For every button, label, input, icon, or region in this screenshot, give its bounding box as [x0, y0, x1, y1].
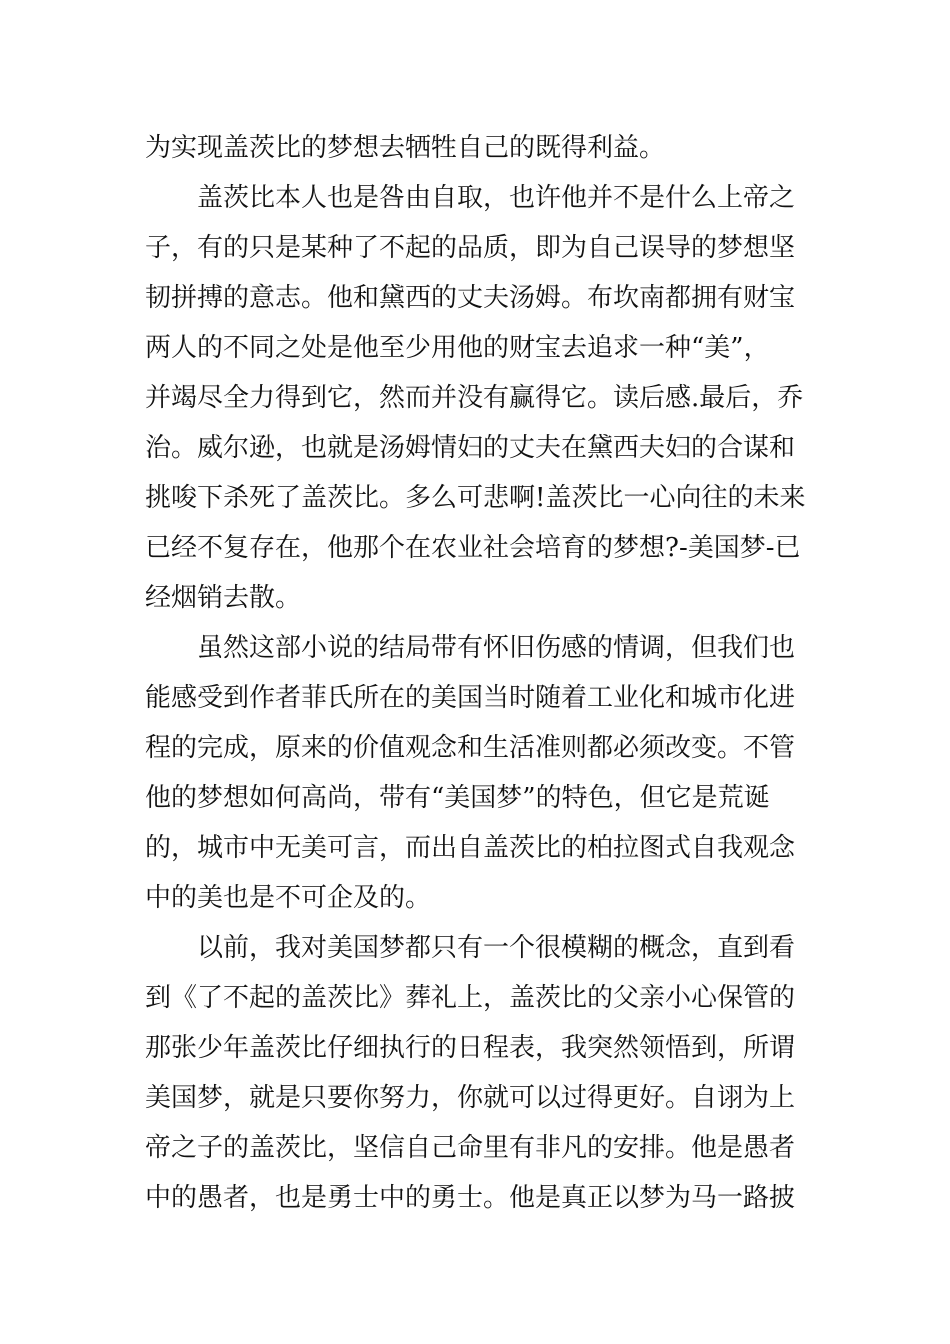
text-line: 治。威尔逊，也就是汤姆情妇的丈夫在黛西夫妇的合谋和 [145, 433, 796, 463]
text-line: 帝之子的盖茨比，坚信自己命里有非凡的安排。他是愚者 [145, 1133, 796, 1163]
text-line: 美国梦，就是只要你努力，你就可以过得更好。自诩为上 [145, 1083, 796, 1113]
document-body [145, 123, 807, 1223]
text-line: 以前，我对美国梦都只有一个很模糊的概念，直到看 [197, 933, 796, 963]
text-line: 并竭尽全力得到它，然而并没有赢得它。读后感.最后，乔 [145, 383, 804, 413]
text-line: 能感受到作者菲氏所在的美国当时随着工业化和城市化进 [145, 683, 796, 713]
text-line: 挑唆下杀死了盖茨比。多么可悲啊!盖茨比一心向往的未来 [145, 483, 806, 513]
text-line: 盖茨比本人也是咎由自取，也许他并不是什么上帝之 [197, 183, 796, 213]
text-line: 他的梦想如何高尚，带有“美国梦”的特色，但它是荒诞 [145, 783, 770, 813]
text-line: 那张少年盖茨比仔细执行的日程表，我突然领悟到，所谓 [145, 1033, 796, 1063]
text-line: 的，城市中无美可言，而出自盖茨比的柏拉图式自我观念 [145, 833, 796, 863]
text-line: 程的完成，原来的价值观念和生活准则都必须改变。不管 [145, 733, 796, 763]
text-line: 已经不复存在，他那个在农业社会培育的梦想?-美国梦-已 [145, 533, 801, 563]
text-line: 经烟销去散。 [145, 583, 302, 613]
text-line: 两人的不同之处是他至少用他的财宝去追求一种“美”， [145, 333, 770, 363]
text-line: 子，有的只是某种了不起的品质，即为自己误导的梦想坚 [145, 233, 796, 263]
text-line: 中的愚者，也是勇士中的勇士。他是真正以梦为马一路披 [145, 1183, 796, 1213]
text-line: 虽然这部小说的结局带有怀旧伤感的情调，但我们也 [197, 633, 796, 663]
text-line: 为实现盖茨比的梦想去牺牲自己的既得利益。 [145, 133, 666, 163]
text-line: 中的美也是不可企及的。 [145, 883, 432, 913]
text-line: 到《了不起的盖茨比》葬礼上，盖茨比的父亲小心保管的 [145, 983, 796, 1013]
text-line: 韧拼搏的意志。他和黛西的丈夫汤姆。布坎南都拥有财宝 [145, 283, 796, 313]
